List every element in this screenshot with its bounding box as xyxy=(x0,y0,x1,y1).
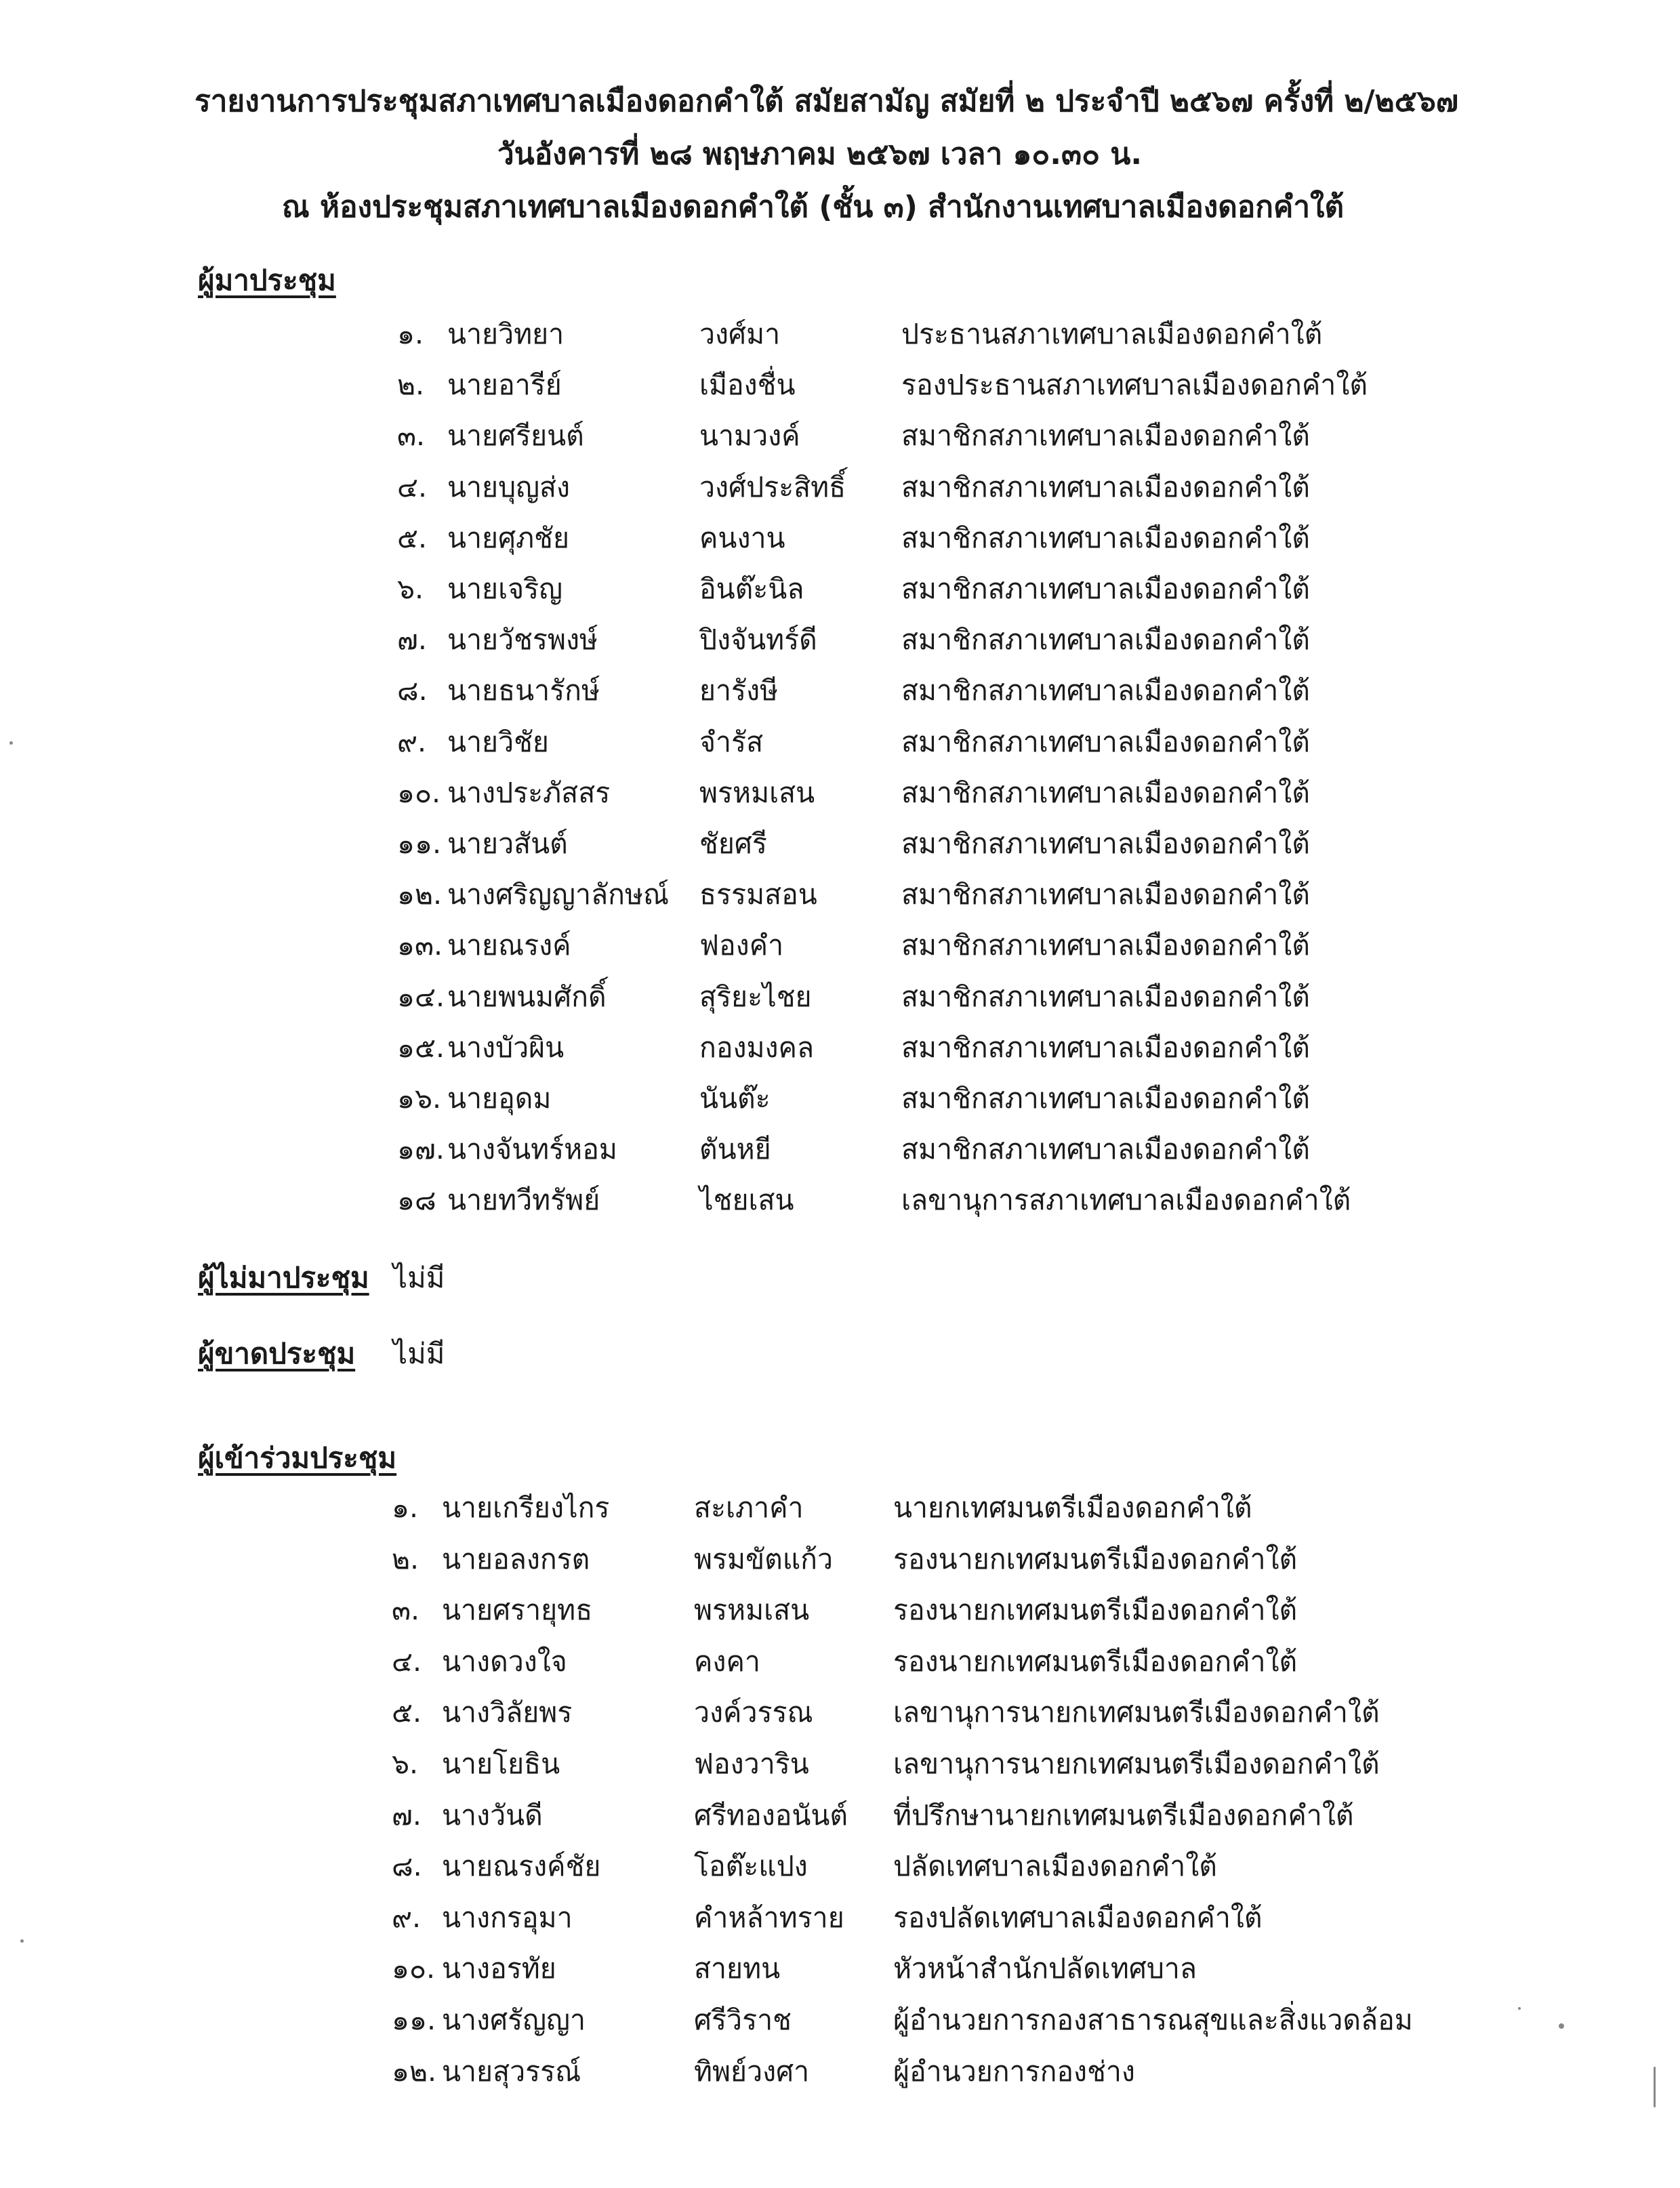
row-number: ๓. xyxy=(397,419,426,453)
first-name: นายอารีย์ xyxy=(447,369,562,402)
last-name: พรมขัตแก้ว xyxy=(694,1542,833,1575)
last-name: อินต๊ะนิล xyxy=(699,573,804,605)
row-number: ๑๒. xyxy=(397,878,443,911)
participants-row xyxy=(392,2048,1510,2095)
last-name: ทิพย์วงศา xyxy=(694,2055,810,2088)
row-number: ๑๓. xyxy=(397,929,443,962)
position-title: หัวหน้าสำนักปลัดเทศบาล xyxy=(893,1952,1197,1985)
report-title: รายงานการประชุมสภาเทศบาลเมืองดอกคำใต้ สมัยสามัญ สมัยที่ ๒ ประจำปี ๒๕๖๗ ครั้งที่ ๒/๒๕๖๗ xyxy=(194,84,1458,119)
position-title: สมาชิกสภาเทศบาลเมืองดอกคำใต้ xyxy=(901,1082,1310,1115)
row-number: ๑๐. xyxy=(397,776,441,809)
position-title: ปลัดเทศบาลเมืองดอกคำใต้ xyxy=(893,1850,1217,1883)
position-title: เลขานุการนายกเทศมนตรีเมืองดอกคำใต้ xyxy=(893,1696,1380,1729)
attendees-row xyxy=(397,922,1481,969)
row-number: ๑. xyxy=(392,1491,419,1524)
position-title: รองนายกเทศมนตรีเมืองดอกคำใต้ xyxy=(893,1645,1298,1678)
last-name: นันต๊ะ xyxy=(699,1082,771,1115)
position-title: สมาชิกสภาเทศบาลเมืองดอกคำใต้ xyxy=(901,1133,1310,1166)
attendees-row xyxy=(397,973,1481,1020)
first-name: นายอลงกรต xyxy=(442,1542,590,1575)
row-number: ๑. xyxy=(397,318,424,350)
position-title: รองนายกเทศมนตรีเมืองดอกคำใต้ xyxy=(893,1594,1298,1627)
row-number: ๑๕. xyxy=(397,1031,445,1064)
position-title: รองนายกเทศมนตรีเมืองดอกคำใต้ xyxy=(893,1542,1298,1575)
first-name: นายณรงค์ชัย xyxy=(442,1850,601,1883)
first-name: นางบัวผิน xyxy=(447,1031,565,1064)
last-name: ปิงจันทร์ดี xyxy=(699,623,817,657)
row-number: ๓. xyxy=(392,1594,420,1627)
last-name: จำรัส xyxy=(699,725,764,758)
participants-row xyxy=(392,1689,1510,1736)
position-title: สมาชิกสภาเทศบาลเมืองดอกคำใต้ xyxy=(901,878,1310,911)
participants-row xyxy=(392,1484,1510,1531)
first-name: นางจันทร์หอม xyxy=(447,1133,617,1166)
attendees-row xyxy=(397,310,1481,358)
row-number: ๑๘ xyxy=(397,1184,436,1217)
attendees-row xyxy=(397,463,1481,511)
row-number: ๑๒. xyxy=(392,2055,437,2088)
last-name: วงค์วรรณ xyxy=(694,1696,813,1729)
attendees-row xyxy=(397,1176,1481,1224)
scan-speck xyxy=(20,1939,24,1943)
last-name: ศรีทองอนันต์ xyxy=(694,1798,848,1832)
last-name: เมืองชื่น xyxy=(699,369,796,402)
last-name: ศรีวิราช xyxy=(694,2004,792,2036)
first-name: นายสุวรรณ์ xyxy=(442,2055,581,2088)
row-number: ๖. xyxy=(392,1748,419,1780)
row-number: ๑๑. xyxy=(397,827,442,860)
participants-row xyxy=(392,1586,1510,1634)
absent-value: ไม่มี xyxy=(393,1261,445,1294)
attendees-row xyxy=(397,667,1481,714)
attendees-heading: ผู้มาประชุม xyxy=(198,264,336,297)
meeting-venue: ณ ห้องประชุมสภาเทศบาลเมืองดอกคำใต้ (ชั้น ๓) สำนักงานเทศบาลเมืองดอกคำใต้ xyxy=(281,190,1345,224)
first-name: นายวสันต์ xyxy=(447,827,568,860)
row-number: ๑๐. xyxy=(392,1952,436,1985)
row-number: ๔. xyxy=(392,1645,422,1678)
last-name: ฟองคำ xyxy=(699,929,784,962)
position-title: สมาชิกสภาเทศบาลเมืองดอกคำใต้ xyxy=(901,725,1310,758)
last-name: พรหมเสน xyxy=(699,776,815,809)
position-title: สมาชิกสภาเทศบาลเมืองดอกคำใต้ xyxy=(901,623,1310,657)
row-number: ๘. xyxy=(392,1850,422,1883)
participants-row xyxy=(392,1792,1510,1839)
position-title: สมาชิกสภาเทศบาลเมืองดอกคำใต้ xyxy=(901,980,1310,1013)
attendees-row xyxy=(397,412,1481,459)
first-name: นายวัชรพงษ์ xyxy=(447,623,598,657)
position-title: สมาชิกสภาเทศบาลเมืองดอกคำใต้ xyxy=(901,470,1310,503)
attendees-row xyxy=(397,718,1481,766)
scan-edge-mark xyxy=(1654,2067,1656,2107)
position-title: สมาชิกสภาเทศบาลเมืองดอกคำใต้ xyxy=(901,521,1310,554)
last-name: ตันหยี xyxy=(699,1133,771,1166)
first-name: นายเกรียงไกร xyxy=(442,1491,610,1524)
first-name: นายวิทยา xyxy=(447,318,565,350)
first-name: นายศรายุทธ xyxy=(442,1594,593,1627)
scan-speck xyxy=(1518,2007,1521,2010)
position-title: สมาชิกสภาเทศบาลเมืองดอกคำใต้ xyxy=(901,419,1310,453)
attendees-row xyxy=(397,1126,1481,1173)
row-number: ๗. xyxy=(392,1798,422,1832)
participants-row xyxy=(392,1894,1510,1941)
first-name: นางกรอุมา xyxy=(442,1901,573,1934)
attendees-row xyxy=(397,1024,1481,1071)
last-name: คำหล้าทราย xyxy=(694,1901,844,1934)
attendees-row xyxy=(397,565,1481,613)
participants-row xyxy=(392,1740,1510,1788)
attendees-row xyxy=(397,820,1481,867)
first-name: นายบุญส่ง xyxy=(447,470,571,503)
last-name: สุริยะไชย xyxy=(699,980,812,1013)
first-name: นางศริญญาลักษณ์ xyxy=(447,878,670,911)
attendees-row xyxy=(397,361,1481,409)
row-number: ๑๑. xyxy=(392,2004,436,2036)
scan-speck xyxy=(9,741,13,745)
row-number: ๖. xyxy=(397,573,424,605)
first-name: นางอรทัย xyxy=(442,1952,556,1985)
position-title: ผู้อำนวยการกองสาธารณสุขและสิ่งแวดล้อม xyxy=(893,2004,1413,2036)
row-number: ๑๗. xyxy=(397,1133,445,1166)
position-title: เลขานุการนายกเทศมนตรีเมืองดอกคำใต้ xyxy=(893,1748,1380,1780)
last-name: โอต๊ะแปง xyxy=(694,1850,808,1883)
row-number: ๘. xyxy=(397,674,428,707)
last-name: ฟองวาริน xyxy=(694,1748,809,1780)
attendees-row xyxy=(397,616,1481,663)
attendees-row xyxy=(397,871,1481,918)
last-name: นามวงค์ xyxy=(699,419,800,453)
position-title: สมาชิกสภาเทศบาลเมืองดอกคำใต้ xyxy=(901,929,1310,962)
attendees-row xyxy=(397,1075,1481,1122)
position-title: เลขานุการสภาเทศบาลเมืองดอกคำใต้ xyxy=(901,1184,1351,1217)
attendees-row xyxy=(397,514,1481,562)
missing-value: ไม่มี xyxy=(393,1337,445,1370)
last-name: สะเภาคำ xyxy=(694,1491,804,1524)
participants-row xyxy=(392,1535,1510,1583)
position-title: ประธานสภาเทศบาลเมืองดอกคำใต้ xyxy=(901,318,1323,350)
position-title: นายกเทศมนตรีเมืองดอกคำใต้ xyxy=(893,1491,1252,1524)
position-title: สมาชิกสภาเทศบาลเมืองดอกคำใต้ xyxy=(901,827,1310,860)
first-name: นางดวงใจ xyxy=(442,1645,567,1678)
row-number: ๒. xyxy=(392,1542,419,1575)
last-name: กองมงคล xyxy=(699,1031,815,1064)
first-name: นายพนมศักดิ์ xyxy=(447,980,607,1013)
last-name: คนงาน xyxy=(699,521,785,554)
first-name: นางประภัสสร xyxy=(447,776,611,809)
position-title: รองปลัดเทศบาลเมืองดอกคำใต้ xyxy=(893,1901,1263,1934)
position-title: รองประธานสภาเทศบาลเมืองดอกคำใต้ xyxy=(901,369,1368,402)
participants-row xyxy=(392,1842,1510,1890)
row-number: ๕. xyxy=(392,1696,422,1729)
first-name: นางวิลัยพร xyxy=(442,1696,573,1729)
row-number: ๙. xyxy=(392,1901,422,1934)
absent-heading: ผู้ไม่มาประชุม xyxy=(198,1261,369,1294)
participants-heading: ผู้เข้าร่วมประชุม xyxy=(198,1441,397,1474)
position-title: ผู้อำนวยการกองช่าง xyxy=(893,2055,1135,2088)
first-name: นายธนารักษ์ xyxy=(447,674,600,707)
last-name: ธรรมสอน xyxy=(699,878,817,911)
row-number: ๒. xyxy=(397,369,425,402)
row-number: ๙. xyxy=(397,725,427,758)
first-name: นายเจริญ xyxy=(447,573,563,605)
meeting-date-time: วันอังคารที่ ๒๘ พฤษภาคม ๒๕๖๗ เวลา ๑๐.๓๐ น. xyxy=(497,137,1143,171)
last-name: คงคา xyxy=(694,1645,760,1678)
first-name: นายศรียนต์ xyxy=(447,419,584,453)
participants-row xyxy=(392,1638,1510,1685)
row-number: ๔. xyxy=(397,470,428,503)
position-title: ที่ปรึกษานายกเทศมนตรีเมืองดอกคำใต้ xyxy=(893,1798,1354,1832)
participants-row xyxy=(392,1996,1510,2044)
scan-speck xyxy=(1559,2023,1564,2029)
last-name: พรหมเสน xyxy=(694,1594,810,1627)
row-number: ๗. xyxy=(397,623,427,657)
first-name: นายวิชัย xyxy=(447,725,549,758)
position-title: สมาชิกสภาเทศบาลเมืองดอกคำใต้ xyxy=(901,776,1310,809)
first-name: นายทวีทรัพย์ xyxy=(447,1184,600,1217)
first-name: นายโยธิน xyxy=(442,1748,560,1780)
position-title: สมาชิกสภาเทศบาลเมืองดอกคำใต้ xyxy=(901,1031,1310,1064)
position-title: สมาชิกสภาเทศบาลเมืองดอกคำใต้ xyxy=(901,674,1310,707)
first-name: นางวันดี xyxy=(442,1798,543,1832)
last-name: ยารังษี xyxy=(699,674,779,707)
first-name: นายณรงค์ xyxy=(447,929,571,962)
last-name: ชัยศรี xyxy=(699,827,767,860)
position-title: สมาชิกสภาเทศบาลเมืองดอกคำใต้ xyxy=(901,573,1310,605)
row-number: ๕. xyxy=(397,521,428,554)
last-name: วงศ์ประสิทธิ์ xyxy=(699,470,846,503)
last-name: สายทน xyxy=(694,1952,781,1985)
missing-heading: ผู้ขาดประชุม xyxy=(198,1337,356,1370)
last-name: วงศ์มา xyxy=(699,318,781,350)
row-number: ๑๔. xyxy=(397,980,445,1013)
first-name: นายศุภชัย xyxy=(447,521,569,554)
row-number: ๑๖. xyxy=(397,1082,442,1115)
participants-row xyxy=(392,1945,1510,1992)
attendees-row xyxy=(397,769,1481,817)
last-name: ไชยเสน xyxy=(699,1184,794,1217)
first-name: นายอุดม xyxy=(447,1082,552,1115)
first-name: นางศรัญญา xyxy=(442,2004,586,2036)
